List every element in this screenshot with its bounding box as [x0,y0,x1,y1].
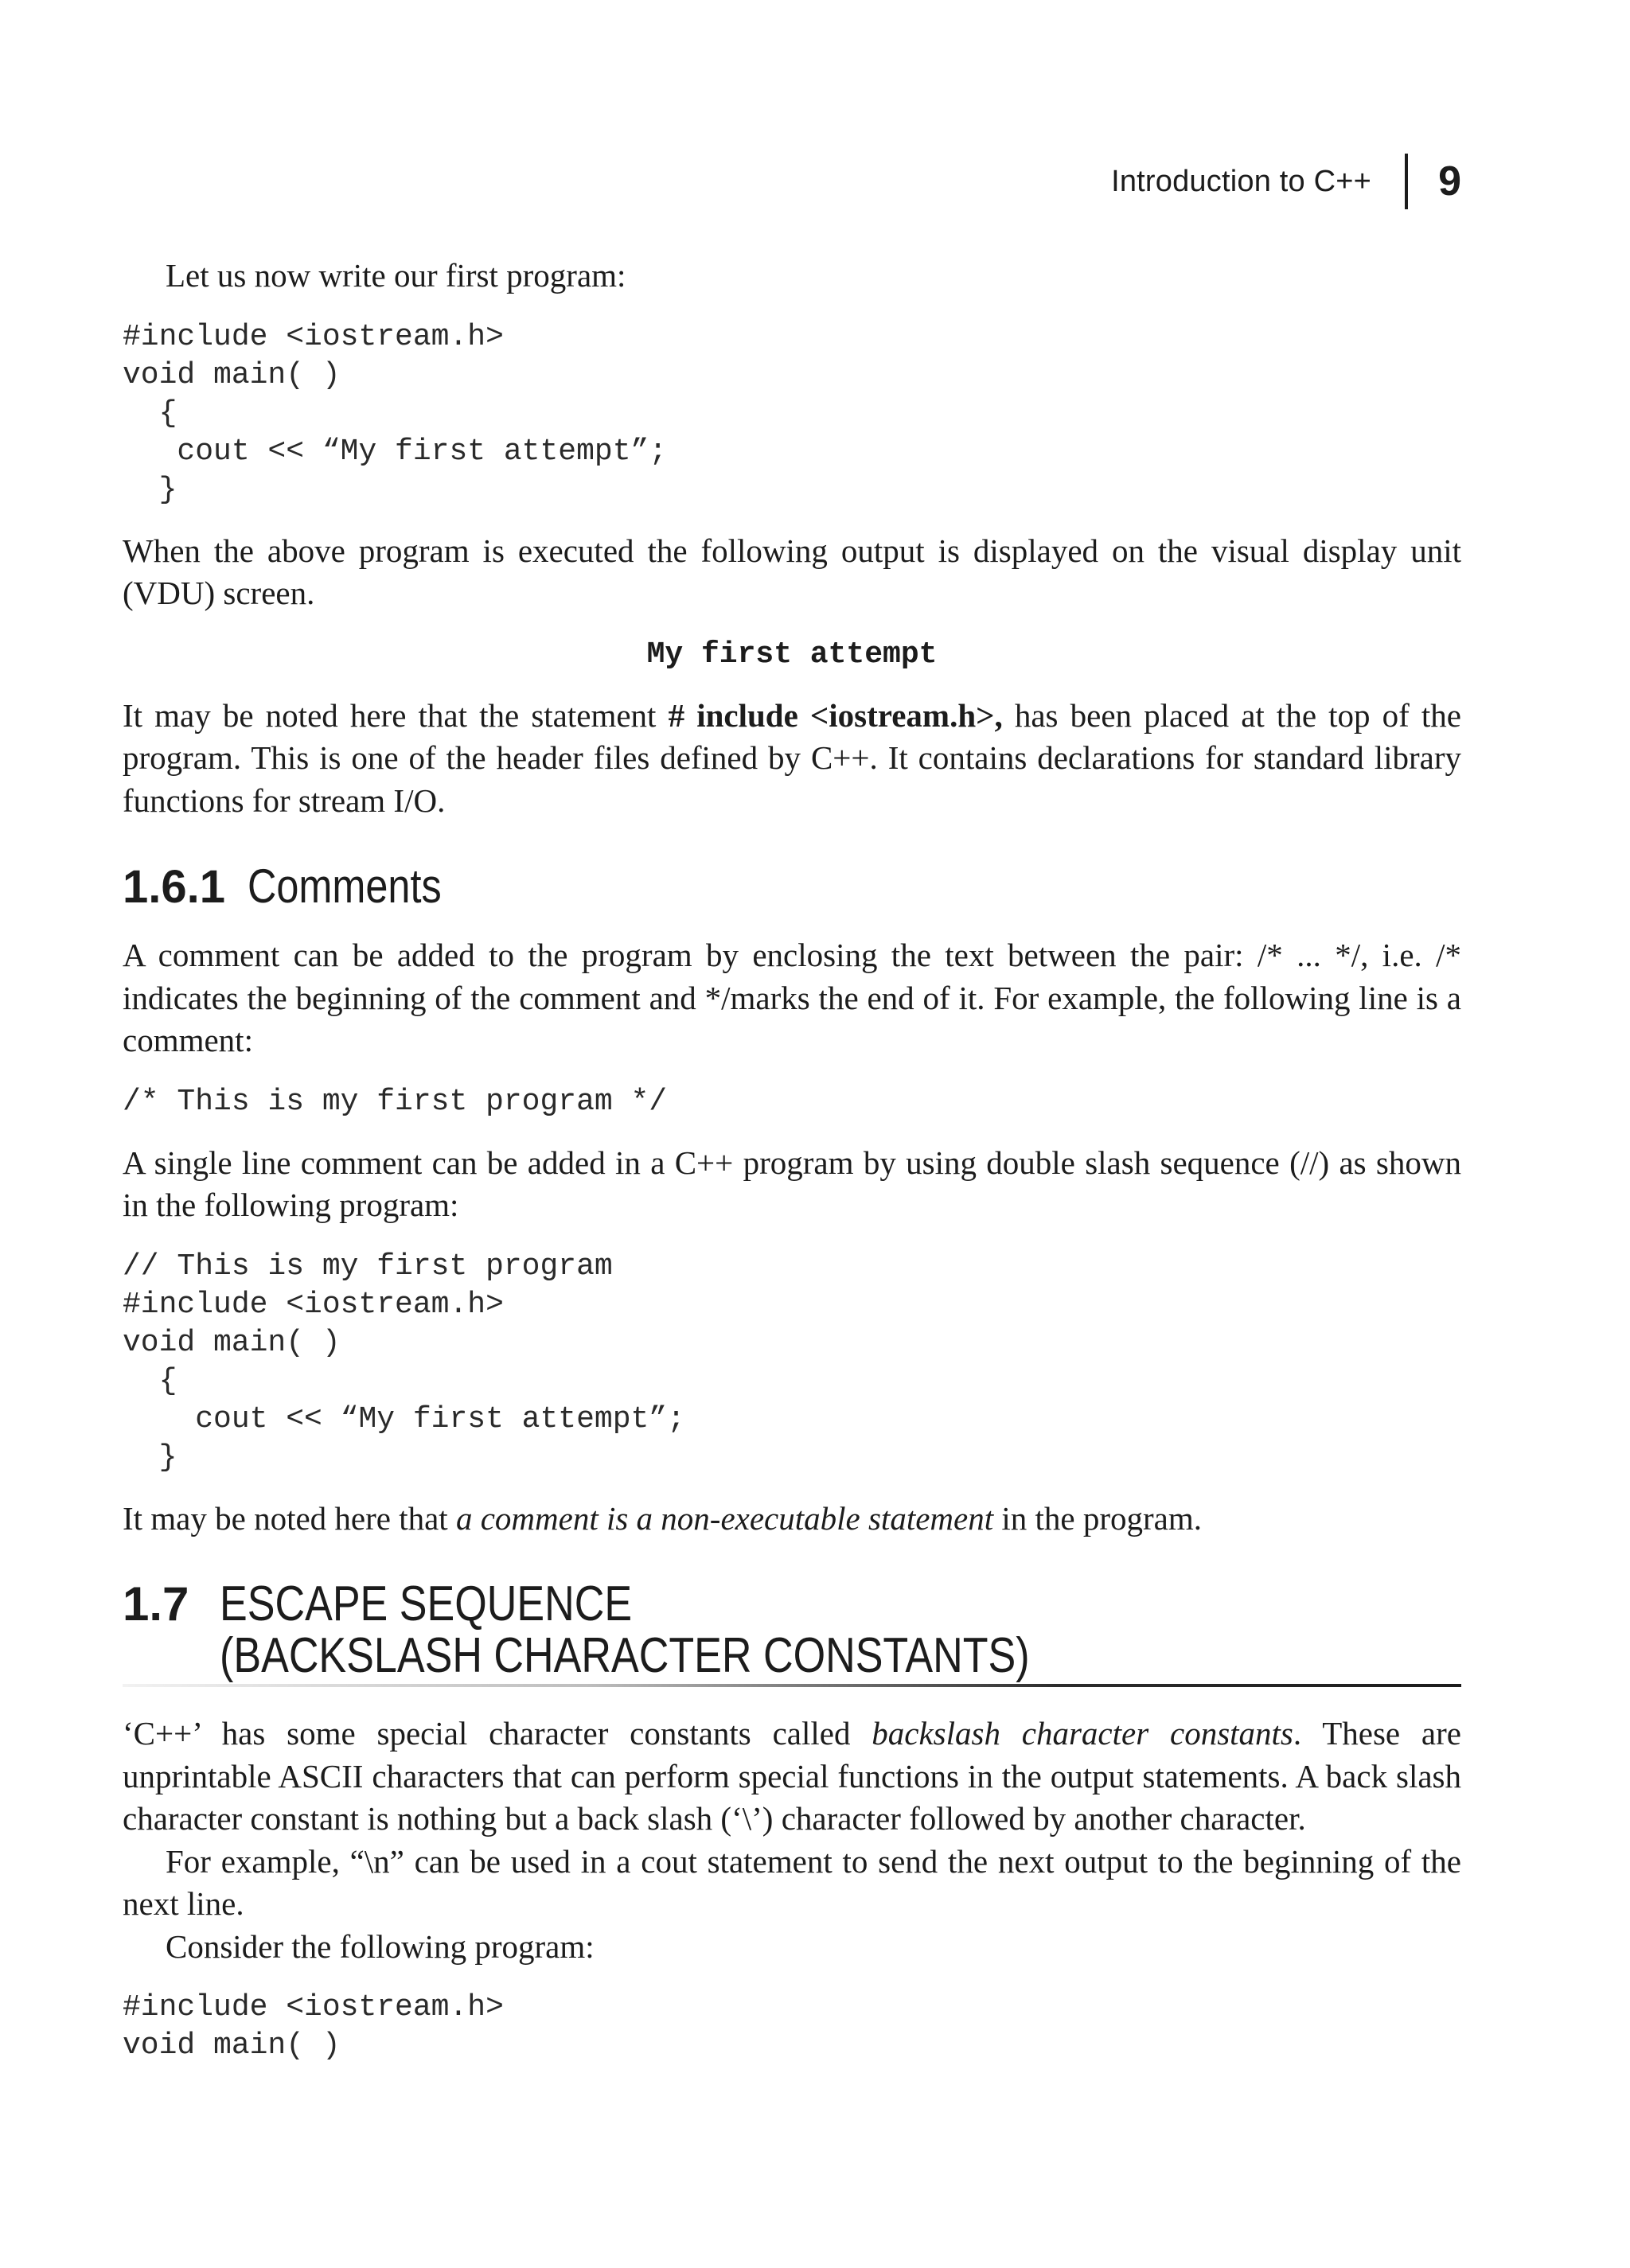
escape-paragraph-3: Consider the following program: [166,1927,595,1965]
include-text-pre: It may be noted here that the statement [123,696,669,734]
page-content [123,255,1461,2065]
header-divider [1405,154,1408,209]
running-header [1111,156,1461,207]
escape-text-pre: ‘C++’ has some special character constants called [123,1715,872,1752]
section-title: Comments [248,859,442,913]
section-number: 1.7 [123,1577,189,1631]
note-text-pre: It may be noted here that [123,1499,456,1537]
code-block-comment-program: // This is my first program #include <iostream.h> void main( ) { cout << “My first attempt”; } [123,1249,685,1475]
note-text-italic: a comment is a non-executable statement [455,1499,994,1537]
running-title: Introduction to C++ [1111,164,1372,198]
section-number: 1.6.1 [123,861,225,913]
code-line-comment: /* This is my first program */ [123,1084,668,1119]
escape-paragraph-2: For example, “\n” can be used in a cout statement to send the next output to the beginning of the next line. [123,1842,1461,1922]
page-number: 9 [1438,158,1461,205]
program-output: My first attempt [646,637,938,672]
comments-paragraph-1: A comment can be added to the program by enclosing the text between the pair: /* ... */, i.e. /* indicates the beginning of the comment and */marks the end of it. For example, the following line is a comment: [123,937,1461,1058]
escape-text-italic: backslash character constants [872,1715,1293,1752]
code-block-first-program: #include <iostream.h> void main( ) { cout << “My first attempt”; } [123,319,668,507]
include-statement-bold: # include <iostream.h>, [668,696,1003,734]
escape-text-post: . These are unprintable ASCII characters that can perform special functions in the output statements. A back slash character constant is nothing but a back slash (‘\’) character followed by another character. [123,1715,1461,1837]
include-paragraph [123,695,1461,823]
section-heading-comments [123,859,1461,914]
section-title-line-1: ESCAPE SEQUENCE [220,1576,633,1631]
section-heading-escape-sequence [123,1576,1461,1692]
code-block-escape-program: #include <iostream.h> void main( ) [123,1990,504,2063]
escape-paragraph-1 [123,1713,1461,1841]
section-title-line-2: (BACKSLASH CHARACTER CONSTANTS) [220,1628,1030,1683]
note-text-post: in the program. [993,1499,1203,1537]
comments-paragraph-2: A single line comment can be added in a C++ program by using double slash sequence (//) as shown in the following program: [123,1144,1461,1223]
intro-paragraph: Let us now write our first program: [166,257,626,294]
section-underline [123,1684,1461,1687]
include-text-post: has been placed at the top of the program. This is one of the header files defined by C++. It contains declarations for standard library functions for stream I/O. [123,696,1461,819]
comments-note-paragraph [123,1498,1461,1541]
execution-paragraph: When the above program is executed the following output is displayed on the visual display unit (VDU) screen. [123,532,1461,611]
